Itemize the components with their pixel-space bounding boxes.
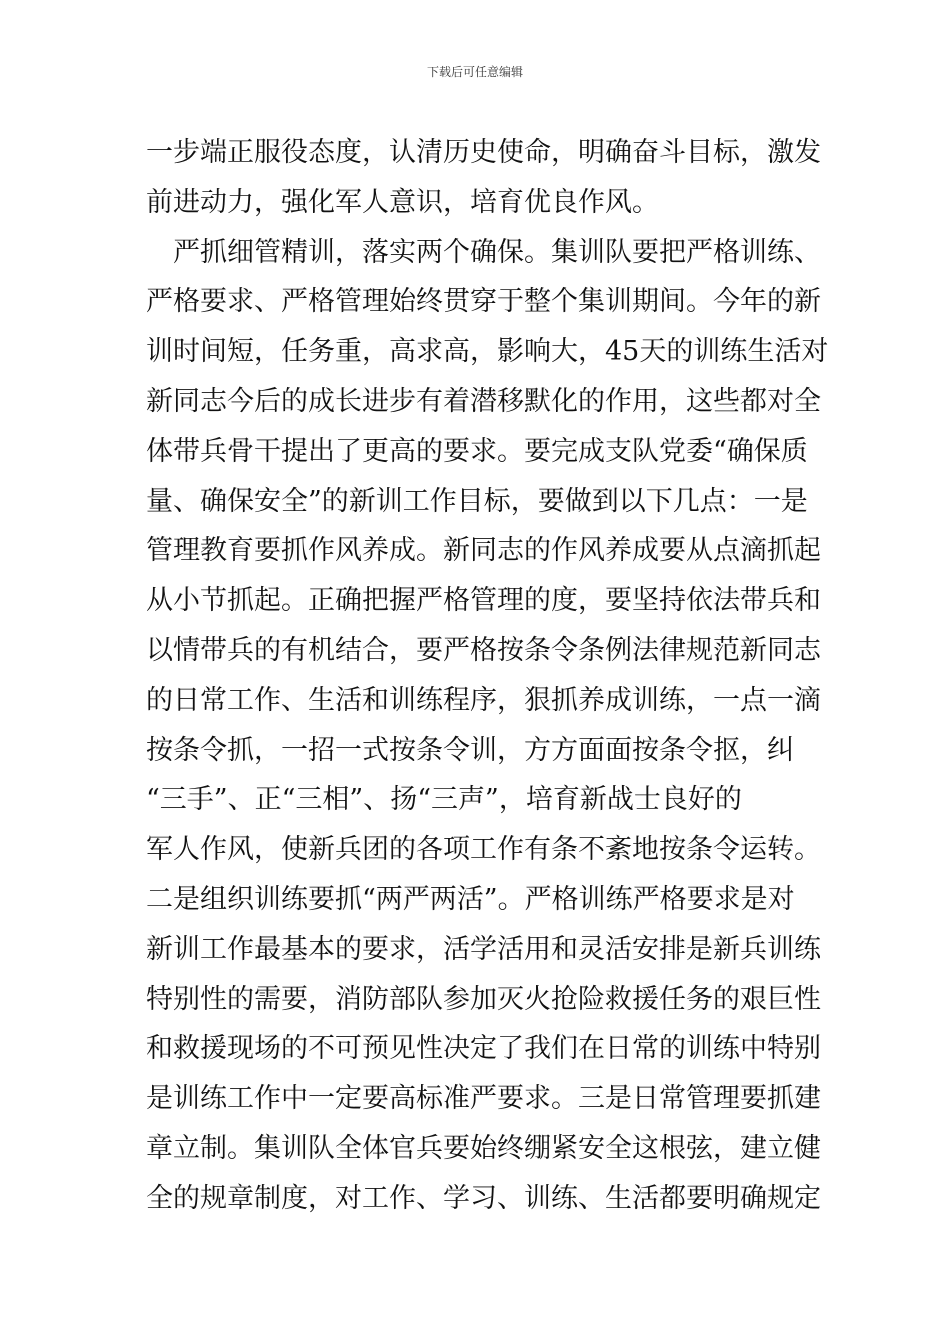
text-line: “三手”、正“三相”、扬“三声”，培育新战士良好的 xyxy=(146,784,742,816)
text-line: 和救援现场的不可预见性决定了我们在日常的训练中特别 xyxy=(146,1033,821,1065)
text-line: 的日常工作、生活和训练程序，狠抓养成训练，一点一滴 xyxy=(146,684,821,716)
text-line: 严抓细管精训，落实两个确保。集训队要把严格训练、 xyxy=(146,236,821,268)
text-line: 前进动力，强化军人意识，培育优良作风。 xyxy=(146,186,659,218)
text-line: 是训练工作中一定要高标准严要求。三是日常管理要抓建 xyxy=(146,1083,821,1115)
text-line: 新同志今后的成长进步有着潜移默化的作用，这些都对全 xyxy=(146,385,821,417)
text-line: 按条令抓，一招一式按条令训，方方面面按条令抠，纠 xyxy=(146,734,794,766)
text-line: 体带兵骨干提出了更高的要求。要完成支队党委“确保质 xyxy=(146,435,808,467)
text-line: 二是组织训练要抓“两严两活”。严格训练严格要求是对 xyxy=(146,883,795,915)
text-line: 新训工作最基本的要求，活学活用和灵活安排是新兵训练 xyxy=(146,933,821,965)
document-body xyxy=(146,128,829,1224)
text-line: 训时间短，任务重，高求高，影响大，45天的训练生活对 xyxy=(146,336,829,368)
text-line: 章立制。集训队全体官兵要始终绷紧安全这根弦，建立健 xyxy=(146,1132,821,1164)
text-line: 严格要求、严格管理始终贯穿于整个集训期间。今年的新 xyxy=(146,286,821,318)
text-line: 军人作风，使新兵团的各项工作有条不紊地按条令运转。 xyxy=(146,834,821,866)
text-line: 特别性的需要，消防部队参加灭火抢险救援任务的艰巨性 xyxy=(146,983,821,1015)
text-line: 量、确保安全”的新训工作目标，要做到以下几点：一是 xyxy=(146,485,808,517)
text-line: 管理教育要抓作风养成。新同志的作风养成要从点滴抓起 xyxy=(146,535,821,567)
text-line: 全的规章制度，对工作、学习、训练、生活都要明确规定 xyxy=(146,1182,821,1214)
text-line: 从小节抓起。正确把握严格管理的度，要坚持依法带兵和 xyxy=(146,585,821,617)
page-header: 下载后可任意编辑 xyxy=(426,65,523,79)
text-line: 一步端正服役态度，认清历史使命，明确奋斗目标，激发 xyxy=(146,137,821,168)
text-line: 以情带兵的有机结合，要严格按条令条例法律规范新同志 xyxy=(146,634,821,666)
